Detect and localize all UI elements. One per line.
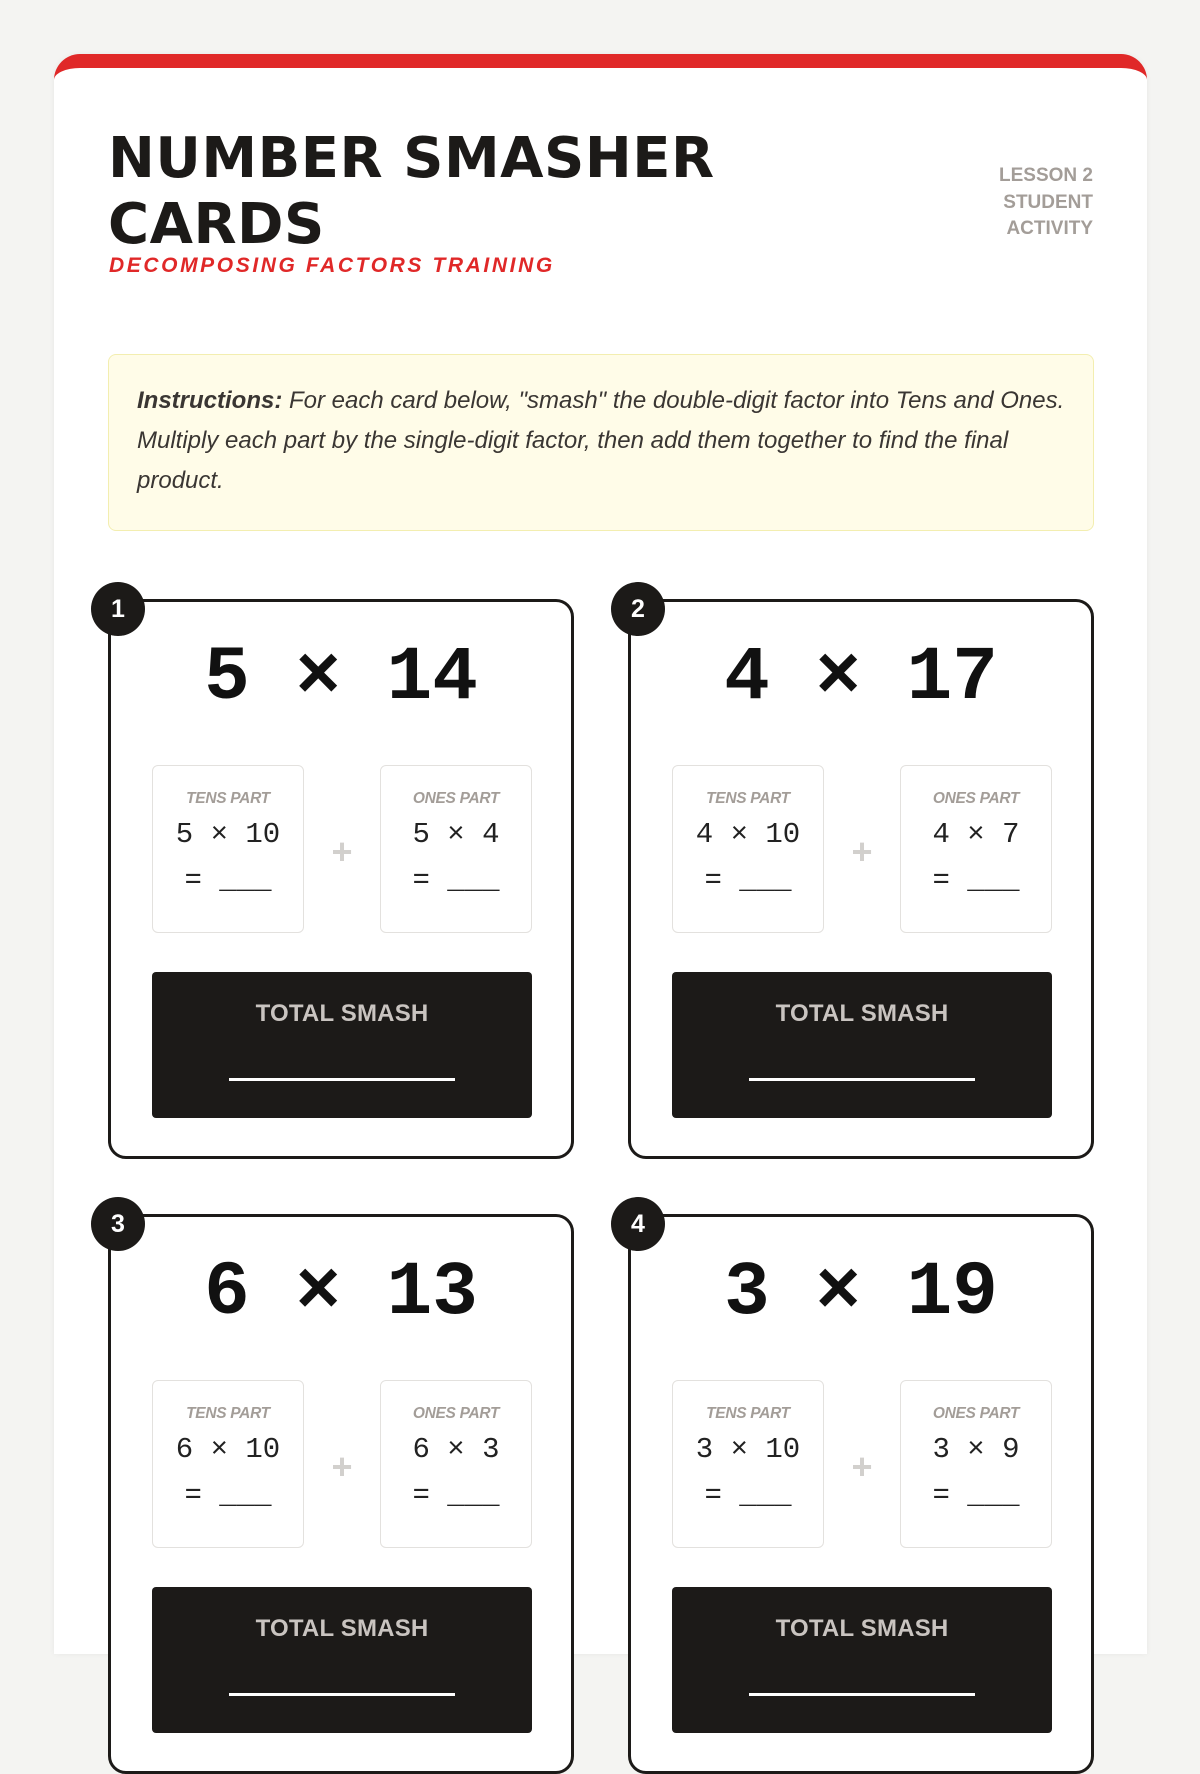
ones-part-expression: 5 × 4 xyxy=(412,818,500,851)
card-number-badge: 3 xyxy=(91,1197,145,1251)
tens-part-label: TENS PART xyxy=(186,790,270,807)
ones-part-box xyxy=(380,1380,532,1548)
ones-part-expression: 4 × 7 xyxy=(932,818,1020,851)
ones-answer-blank[interactable]: = ___ xyxy=(932,864,1020,897)
total-answer-line[interactable] xyxy=(229,1078,455,1081)
smash-card-1 xyxy=(108,595,574,1159)
ones-part-box xyxy=(900,1380,1052,1548)
plus-sign: + xyxy=(331,831,353,872)
ones-part-expression: 3 × 9 xyxy=(932,1433,1020,1466)
tens-part-box xyxy=(672,1380,824,1548)
total-smash-box xyxy=(672,972,1052,1118)
ones-answer-blank[interactable]: = ___ xyxy=(412,1479,500,1512)
total-answer-line[interactable] xyxy=(749,1078,975,1081)
tens-part-box xyxy=(152,1380,304,1548)
total-smash-box xyxy=(152,972,532,1118)
instructions-lead: Instructions: xyxy=(137,387,283,414)
tens-part-label: TENS PART xyxy=(186,1405,270,1422)
tens-part-label: TENS PART xyxy=(706,1405,790,1422)
card-number-badge: 1 xyxy=(91,582,145,636)
card-problem: 3 × 19 xyxy=(724,1250,998,1336)
tens-part-expression: 5 × 10 xyxy=(175,818,281,851)
total-answer-line[interactable] xyxy=(229,1693,455,1696)
ones-part-expression: 6 × 3 xyxy=(412,1433,500,1466)
smash-card-2 xyxy=(628,595,1094,1159)
total-smash-label: TOTAL SMASH xyxy=(255,1000,429,1027)
tens-answer-blank[interactable]: = ___ xyxy=(184,864,272,897)
tens-part-box xyxy=(152,765,304,933)
lesson-line-2: STUDENT xyxy=(1003,191,1093,213)
total-smash-label: TOTAL SMASH xyxy=(255,1615,429,1642)
total-smash-label: TOTAL SMASH xyxy=(775,1615,949,1642)
tens-part-expression: 6 × 10 xyxy=(175,1433,281,1466)
plus-sign: + xyxy=(331,1446,353,1487)
ones-answer-blank[interactable]: = ___ xyxy=(412,864,500,897)
instructions-text: For each card below, "smash" the double-digit factor into Tens and Ones. Multiply each part by the single-digit factor, then add them together to find the final product. xyxy=(137,387,1065,494)
card-problem: 5 × 14 xyxy=(204,635,478,721)
total-smash-box xyxy=(672,1587,1052,1733)
tens-part-expression: 4 × 10 xyxy=(695,818,801,851)
lesson-line-1: LESSON 2 xyxy=(999,165,1093,186)
ones-part-label: ONES PART xyxy=(412,790,500,807)
plus-sign: + xyxy=(851,831,873,872)
lesson-line-3: ACTIVITY xyxy=(1006,218,1093,239)
tens-answer-blank[interactable]: = ___ xyxy=(704,1479,792,1512)
tens-part-label: TENS PART xyxy=(706,790,790,807)
total-smash-box xyxy=(152,1587,532,1733)
tens-answer-blank[interactable]: = ___ xyxy=(704,864,792,897)
plus-sign: + xyxy=(851,1446,873,1487)
total-smash-label: TOTAL SMASH xyxy=(775,1000,949,1027)
ones-part-label: ONES PART xyxy=(932,1405,1020,1422)
worksheet-page xyxy=(54,54,1147,1654)
tens-part-box xyxy=(672,765,824,933)
lesson-tag xyxy=(953,163,1093,243)
smash-card-3 xyxy=(108,1210,574,1774)
ones-part-box xyxy=(380,765,532,933)
page-subtitle: DECOMPOSING FACTORS TRAINING xyxy=(109,254,555,277)
card-number-badge: 2 xyxy=(611,582,665,636)
smash-card-4 xyxy=(628,1210,1094,1774)
card-problem: 4 × 17 xyxy=(724,635,998,721)
card-number-badge: 4 xyxy=(611,1197,665,1251)
total-answer-line[interactable] xyxy=(749,1693,975,1696)
tens-answer-blank[interactable]: = ___ xyxy=(184,1479,272,1512)
tens-part-expression: 3 × 10 xyxy=(695,1433,801,1466)
page-title: NUMBER SMASHER CARDS xyxy=(108,126,715,257)
ones-part-label: ONES PART xyxy=(932,790,1020,807)
ones-answer-blank[interactable]: = ___ xyxy=(932,1479,1020,1512)
ones-part-box xyxy=(900,765,1052,933)
ones-part-label: ONES PART xyxy=(412,1405,500,1422)
card-problem: 6 × 13 xyxy=(204,1250,478,1336)
instructions-box xyxy=(108,354,1094,531)
